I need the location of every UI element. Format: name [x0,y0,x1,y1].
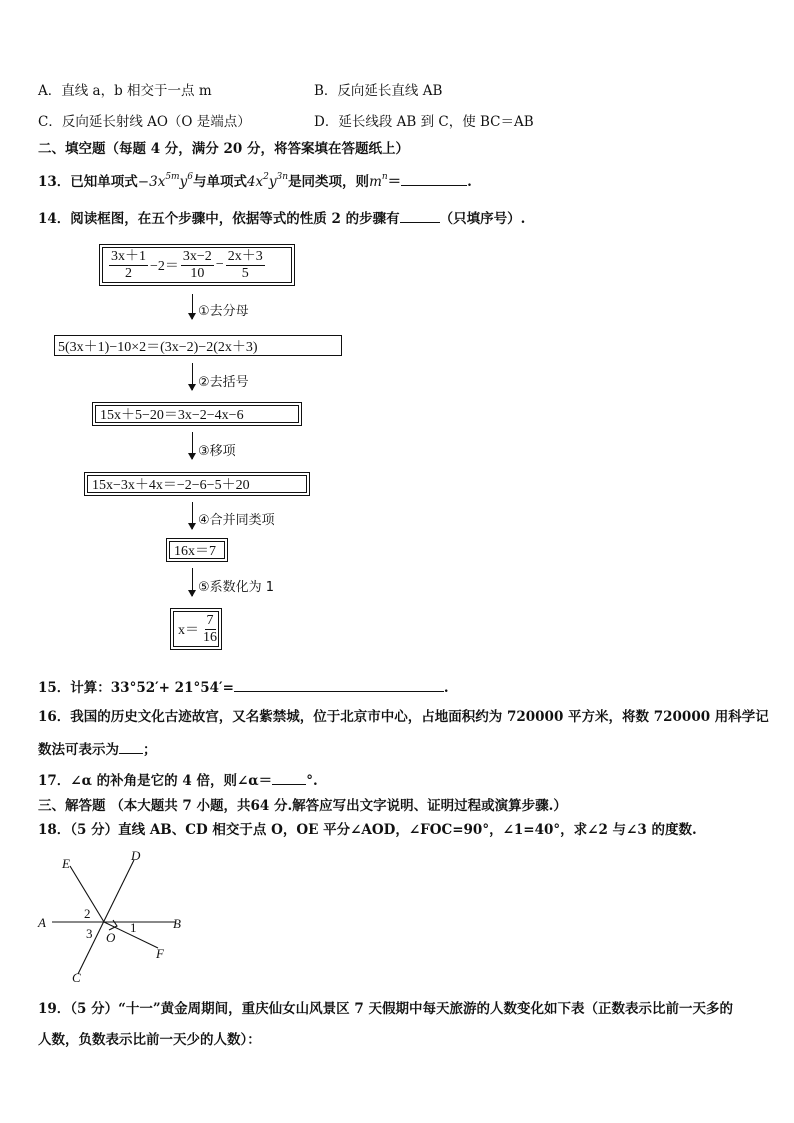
angle-3-label: 3 [86,926,93,941]
question-15 [38,677,449,697]
q13-mono1-y: y [179,174,188,190]
q13-mono1-yexp: 6 [187,172,193,182]
flow-step-3: ③移项 [198,444,236,459]
eq0-n2: 3x−2 [182,248,212,264]
eq0-d3: 5 [241,265,249,281]
q13-expr-exp: n [381,172,388,182]
q15-end: . [443,680,449,696]
option-b: B．反向延长直线 AB [314,83,443,99]
label-c: C [72,970,81,985]
flow-step-2: ②去括号 [198,375,249,390]
q16-end: ； [143,742,157,758]
option-c: C．反向延长射线 AO（O 是端点） [38,114,251,130]
label-o: O [106,930,116,945]
flow-equation-1: 5(3x＋1)−10×2＝(3x−2)−2(2x＋3) [54,335,342,356]
q19-line-2: 人数，负数表示比前一天少的人数）： [38,1032,261,1048]
flow-equation-4: 16x＝7 [166,538,228,562]
question-17 [38,770,318,790]
eq0-minus: − [215,257,224,272]
geometry-figure [30,846,200,988]
q13-mid: 与单项式 [192,174,247,190]
q13-mono2: 4x [246,174,264,190]
option-a: A．直线 a，b 相交于一点 m [38,83,212,99]
flow-arrow-3 [192,432,193,459]
eq5-lhs: x＝ [178,623,199,638]
angle-1-label: 1 [130,920,137,935]
q13-answer-blank[interactable] [401,171,467,186]
q17-answer-blank[interactable] [272,770,306,785]
q17-text: 17．∠α 的补角是它的 4 倍，则∠α＝ [38,773,273,789]
q13-mono2-yexp: 3n [276,172,289,182]
q13-prefix: 13．已知单项式 [38,174,138,190]
q13-suffix: 是同类项，则 [288,174,370,190]
flow-equation-2: 15x＋5−20＝3x−2−4x−6 [92,402,302,426]
eq0-n1: 3x＋1 [111,248,146,264]
flow-step-1: ①去分母 [198,304,249,319]
label-a: A [38,915,46,930]
flow-arrow-5 [192,568,193,596]
q19-line-1: 19．（5 分）“十一”黄金周期间，重庆仙女山风景区 7 天假期中每天旅游的人数变化如下表（正数表示比前一天多的 [38,1001,733,1017]
question-14 [38,208,525,228]
flow-step-5: ⑤系数化为 1 [198,580,275,595]
eq0-n3: 2x＋3 [227,248,263,264]
flow-equation-0 [99,244,295,286]
eq5-den: 16 [203,629,217,645]
section2-heading: 二、填空题（每题 4 分，满分 20 分，将答案填在答题纸上） [38,141,409,157]
flow-equation-5 [170,608,222,650]
q14-suffix: （只填序号）. [439,211,526,227]
q13-mono1-exp: 5m [165,172,180,182]
q14-answer-blank[interactable] [400,208,440,223]
section3-heading: 三、解答题 （本大题共 7 小题，共64 分.解答应写出文字说明、证明过程或演算步骤.） [38,798,567,814]
flow-arrow-2 [192,363,193,390]
q15-text: 15．计算：33°52′+ 21°54′= [38,680,234,696]
label-d: D [131,848,141,863]
q14-text: 14．阅读框图，在五个步骤中，依据等式的性质 2 的步骤有 [38,211,400,227]
q13-expr: m [369,174,382,190]
eq0-d1: 2 [125,265,132,281]
q13-end: . [467,174,472,190]
q13-mono1: −3x [137,174,166,190]
q16-line-2 [38,739,157,759]
flow-arrow-1 [192,294,193,319]
question-13 [38,171,472,191]
q13-eq: ＝ [387,174,402,190]
angle-2-label: 2 [84,906,91,921]
q16-text: 数法可表示为 [38,742,119,758]
label-b: B [173,916,181,931]
eq0-mid: −2＝ [150,259,179,274]
q16-answer-blank[interactable] [119,739,143,754]
q16-line-1: 16．我国的历史文化古迹故宫，又名紫禁城，位于北京市中心，占地面积约为 720000 平方米，将数 720000 用科学记 [38,709,769,725]
option-d: D．延长线段 AB 到 C，使 BC＝AB [314,114,534,130]
question-18: 18．（5 分）直线 AB、CD 相交于点 O，OE 平分∠AOD，∠FOC=90°，∠1=40°，求∠2 与∠3 的度数. [38,822,697,838]
flow-arrow-4 [192,502,193,529]
q15-answer-blank[interactable] [234,677,444,692]
eq0-d2: 10 [190,265,205,281]
q17-end: °. [306,773,318,789]
eq5-num: 7 [206,612,214,628]
q13-mono2-exp: 2 [263,172,269,182]
flow-step-4: ④合并同类项 [198,513,275,528]
flow-equation-3: 15x−3x＋4x＝−2−6−5＋20 [84,472,310,496]
q13-mono2-y: y [268,174,277,190]
label-f: F [156,946,164,961]
label-e: E [62,856,70,871]
